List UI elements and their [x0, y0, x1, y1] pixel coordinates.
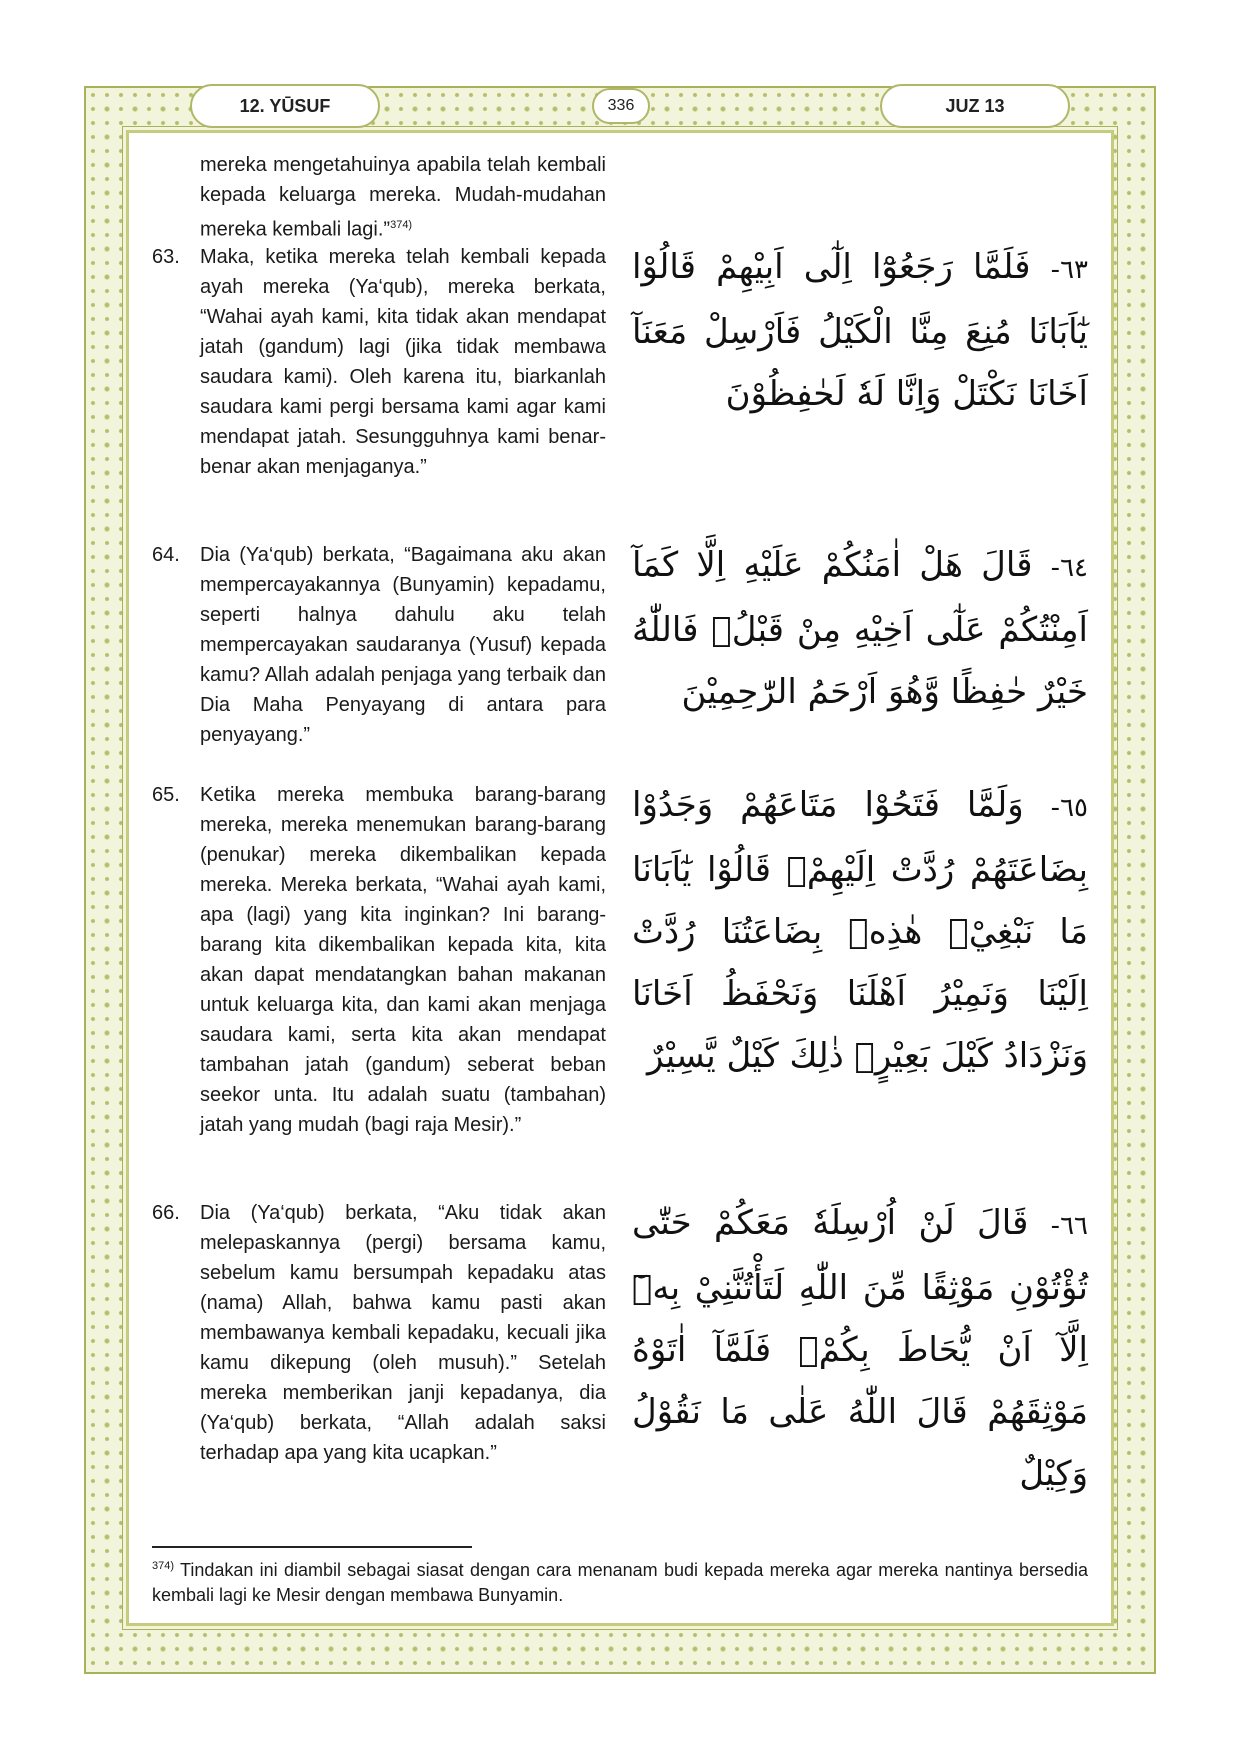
- verse-translation: [152, 242, 606, 482]
- footnote-reference: 374): [390, 219, 413, 231]
- translation-text: Dia (Ya‘qub) berkata, “Aku tidak akan melepaskannya (pergi) bersama kamu, sebelum kamu bersumpah kepadaku atas (nama) Allah, bahwa kamu pasti akan membawanya kembali kepadaku, kecuali jika kamu dikepung (oleh musuh).” Setelah mereka memberikan janji kepadanya, dia (Ya‘qub) berkata, “Allah adalah saksi terhadap apa yang kita ucapkan.”: [200, 1202, 606, 1464]
- arabic-text: [632, 1192, 1088, 1505]
- translation-text: Ketika mereka membuka barang-barang mereka, mereka menemukan barang-barang (penukar) mereka dikembalikan kepada mereka. Mereka berkata, “Wahai ayah kami, apa (lagi) yang kita inginkan? Ini barang-barang kita dikembalikan kepada kita, kita akan dapat mendatangkan bahan makanan untuk keluarga kita, dan kami akan menjaga saudara kami, serta kita akan mendapat tambahan jatah (gandum) seberat beban seekor unta. Itu adalah suatu (tambahan) jatah yang mudah (bagi raja Mesir).”: [200, 784, 606, 1136]
- verse-translation: [152, 780, 606, 1140]
- arabic-verse: قَالَ لَنْ اُرْسِلَهٗ مَعَكُمْ حَتّٰى تُؤْتُوْنِ مَوْثِقًا مِّنَ اللّٰهِ لَتَأْتُنَّنِيْ بِهٖٓ اِلَّآ اَنْ يُّحَاطَ بِكُمْۚ فَلَمَّآ اٰتَوْهُ مَوْثِقَهُمْ قَالَ اللّٰهُ عَلٰى مَا نَقُوْلُ وَكِيْلٌ: [632, 1203, 1088, 1494]
- arabic-text: [632, 236, 1088, 425]
- verse-number: 64.: [152, 544, 180, 566]
- surah-header: [190, 84, 380, 128]
- arabic-verse: فَلَمَّا رَجَعُوْٓا اِلٰٓى اَبِيْهِمْ قَالُوْا يٰٓاَبَانَا مُنِعَ مِنَّا الْكَيْلُ فَاَرْسِلْ مَعَنَآ اَخَانَا نَكْتَلْ وَاِنَّا لَهٗ لَحٰفِظُوْنَ: [632, 247, 1088, 414]
- verse-number: 65.: [152, 784, 180, 806]
- footnote-divider: [152, 1546, 472, 1548]
- arabic-verse-number: ٦٥-: [1050, 793, 1088, 823]
- footnote: [152, 1554, 1088, 1608]
- translation-text: Maka, ketika mereka telah kembali kepada ayah mereka (Ya‘qub), mereka berkata, “Wahai ayah kami, kita tidak akan mendapat jatah (gandum) lagi (jika tidak membawa saudara kami). Oleh karena itu, biarkanlah saudara kami pergi bersama kami agar kami mendapat jatah. Sesungguhnya kami benar-benar akan menjaganya.”: [200, 246, 606, 478]
- verse-number: 63.: [152, 246, 180, 268]
- verse-translation: [152, 540, 606, 750]
- translation-text: Dia (Ya‘qub) berkata, “Bagaimana aku akan mempercayakannya (Bunyamin) kepadamu, seperti halnya dahulu aku telah mempercayakan saudaranya (Yusuf) kepada kamu? Allah adalah penjaga yang terbaik dan Dia Maha Penyayang di antara para penyayang.”: [200, 544, 606, 746]
- verse-number: 66.: [152, 1202, 180, 1224]
- juz-label: JUZ 13: [945, 95, 1005, 116]
- footnote-text: Tindakan ini diambil sebagai siasat dengan cara menanam budi kepada mereka agar mereka nantinya bersedia kembali lagi ke Mesir dengan membawa Bunyamin.: [152, 1560, 1088, 1605]
- arabic-text: [632, 534, 1088, 723]
- arabic-text: [632, 774, 1088, 1087]
- arabic-verse-number: ٦٣-: [1050, 255, 1088, 285]
- page-number: 336: [607, 97, 635, 114]
- verse-translation: [152, 1198, 606, 1468]
- arabic-verse-number: ٦٤-: [1050, 553, 1088, 583]
- juz-header: [880, 84, 1070, 128]
- page-number-badge: [592, 88, 650, 124]
- continuation-text: mereka mengetahuinya apabila telah kembali kepada keluarga mereka. Mudah-mudahan mereka kembali lagi.”$^{374)}$: [200, 154, 606, 241]
- footnote-marker: 374): [152, 1560, 175, 1572]
- arabic-verse: قَالَ هَلْ اٰمَنُكُمْ عَلَيْهِ اِلَّا كَمَآ اَمِنْتُكُمْ عَلٰٓى اَخِيْهِ مِنْ قَبْلُۗ فَاللّٰهُ خَيْرٌ حٰفِظًا وَّهُوَ اَرْحَمُ الرّٰحِمِيْنَ: [632, 545, 1088, 712]
- arabic-verse: وَلَمَّا فَتَحُوْا مَتَاعَهُمْ وَجَدُوْا بِضَاعَتَهُمْ رُدَّتْ اِلَيْهِمْۗ قَالُوْا يٰٓاَبَانَا مَا نَبْغِيْۗ هٰذِهٖ بِضَاعَتُنَا رُدَّتْ اِلَيْنَا وَنَمِيْرُ اَهْلَنَا وَنَحْفَظُ اَخَانَا وَنَزْدَادُ كَيْلَ بَعِيْرٍۗ ذٰلِكَ كَيْلٌ يَّسِيْرٌ: [632, 785, 1088, 1076]
- surah-title: 12. YŪSUF: [239, 95, 331, 116]
- arabic-verse-number: ٦٦-: [1050, 1211, 1088, 1241]
